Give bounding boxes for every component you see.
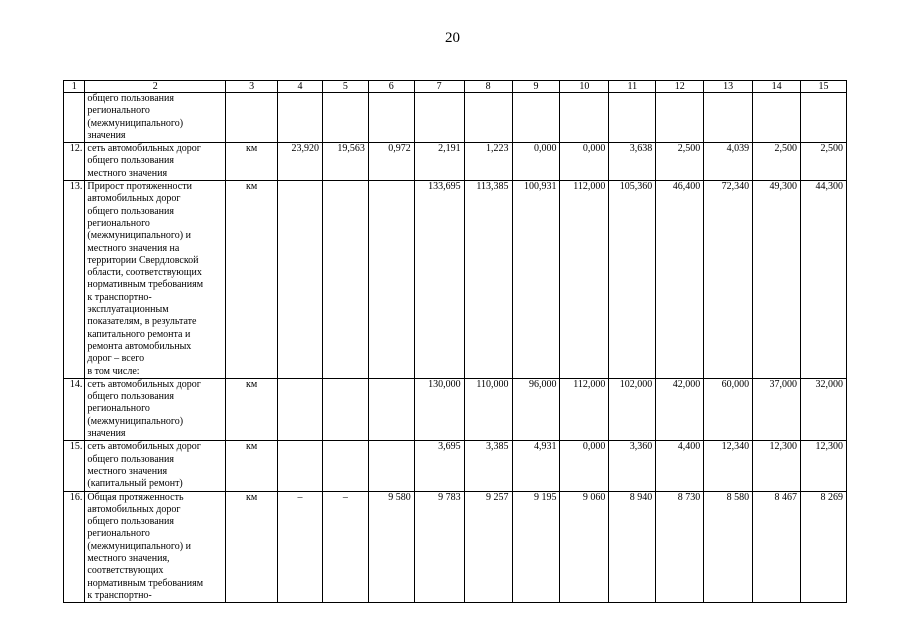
value-cell: 3,695 bbox=[414, 441, 464, 491]
value-cell bbox=[753, 93, 801, 143]
column-header: 8 bbox=[464, 81, 512, 93]
value-cell: 9 060 bbox=[560, 491, 609, 603]
value-cell bbox=[414, 93, 464, 143]
row-indicator-name: сеть автомобильных дорог общего пользования местного значения bbox=[85, 143, 226, 181]
value-cell: 112,000 bbox=[560, 181, 609, 379]
row-unit: км bbox=[226, 491, 278, 603]
row-index bbox=[64, 93, 85, 143]
value-cell: 4,931 bbox=[512, 441, 560, 491]
value-cell bbox=[368, 441, 414, 491]
indicator-table bbox=[63, 80, 847, 603]
table-row bbox=[64, 378, 847, 440]
row-unit: км bbox=[226, 441, 278, 491]
value-cell: 1,223 bbox=[464, 143, 512, 181]
value-cell: 133,695 bbox=[414, 181, 464, 379]
value-cell: 0,000 bbox=[560, 441, 609, 491]
column-header: 14 bbox=[753, 81, 801, 93]
value-cell: 8 940 bbox=[609, 491, 656, 603]
value-cell: 8 580 bbox=[704, 491, 753, 603]
row-indicator-name: Общая протяженность автомобильных дорог общего пользования регионального (межмуниципального) и местного значения, соответствующих нормативным требованиям к транспортно- bbox=[85, 491, 226, 603]
column-header: 11 bbox=[609, 81, 656, 93]
value-cell: 12,340 bbox=[704, 441, 753, 491]
value-cell: 4,400 bbox=[656, 441, 704, 491]
value-cell: 96,000 bbox=[512, 378, 560, 440]
value-cell: 32,000 bbox=[801, 378, 847, 440]
value-cell: 110,000 bbox=[464, 378, 512, 440]
value-cell: – bbox=[322, 491, 368, 603]
row-unit bbox=[226, 93, 278, 143]
column-header: 4 bbox=[278, 81, 323, 93]
value-cell: 9 257 bbox=[464, 491, 512, 603]
value-cell bbox=[278, 93, 323, 143]
value-cell: 102,000 bbox=[609, 378, 656, 440]
value-cell: 113,385 bbox=[464, 181, 512, 379]
value-cell: 42,000 bbox=[656, 378, 704, 440]
value-cell: 4,039 bbox=[704, 143, 753, 181]
value-cell bbox=[368, 181, 414, 379]
value-cell bbox=[322, 181, 368, 379]
value-cell bbox=[801, 93, 847, 143]
row-indicator-name: Прирост протяженности автомобильных дорог общего пользования регионального (межмуниципального) и местного значения на территории Свердловской области, соответствующих нормативным требованиям к транспортно- эксплуатационным показателям, в результате капитального ремонта и ремонта автомобильных дорог – всего в том числе: bbox=[85, 181, 226, 379]
column-header: 5 bbox=[322, 81, 368, 93]
row-index: 13. bbox=[64, 181, 85, 379]
row-unit: км bbox=[226, 143, 278, 181]
table-header-row bbox=[64, 81, 847, 93]
row-indicator-name: сеть автомобильных дорог общего пользования регионального (межмуниципального) значения bbox=[85, 378, 226, 440]
column-header: 1 bbox=[64, 81, 85, 93]
column-header: 7 bbox=[414, 81, 464, 93]
column-header: 13 bbox=[704, 81, 753, 93]
value-cell bbox=[368, 378, 414, 440]
value-cell: 8 269 bbox=[801, 491, 847, 603]
column-header: 12 bbox=[656, 81, 704, 93]
value-cell: 112,000 bbox=[560, 378, 609, 440]
value-cell bbox=[704, 93, 753, 143]
row-unit: км bbox=[226, 181, 278, 379]
row-unit: км bbox=[226, 378, 278, 440]
value-cell bbox=[560, 93, 609, 143]
value-cell: 37,000 bbox=[753, 378, 801, 440]
indicator-table-wrapper bbox=[63, 80, 847, 640]
value-cell: 0,000 bbox=[560, 143, 609, 181]
value-cell bbox=[278, 441, 323, 491]
value-cell bbox=[322, 378, 368, 440]
value-cell: 8 730 bbox=[656, 491, 704, 603]
value-cell: 44,300 bbox=[801, 181, 847, 379]
value-cell bbox=[609, 93, 656, 143]
value-cell: 0,972 bbox=[368, 143, 414, 181]
table-row bbox=[64, 181, 847, 379]
value-cell: 3,360 bbox=[609, 441, 656, 491]
value-cell: 100,931 bbox=[512, 181, 560, 379]
value-cell bbox=[512, 93, 560, 143]
value-cell: 72,340 bbox=[704, 181, 753, 379]
value-cell bbox=[368, 93, 414, 143]
value-cell: 3,638 bbox=[609, 143, 656, 181]
value-cell: 3,385 bbox=[464, 441, 512, 491]
value-cell bbox=[322, 93, 368, 143]
value-cell: 49,300 bbox=[753, 181, 801, 379]
value-cell: 12,300 bbox=[801, 441, 847, 491]
value-cell: 8 467 bbox=[753, 491, 801, 603]
value-cell: 46,400 bbox=[656, 181, 704, 379]
column-header: 9 bbox=[512, 81, 560, 93]
column-header: 2 bbox=[85, 81, 226, 93]
value-cell: 2,500 bbox=[753, 143, 801, 181]
value-cell: 60,000 bbox=[704, 378, 753, 440]
value-cell: – bbox=[278, 491, 323, 603]
value-cell: 0,000 bbox=[512, 143, 560, 181]
table-row bbox=[64, 441, 847, 491]
value-cell: 2,500 bbox=[801, 143, 847, 181]
value-cell bbox=[322, 441, 368, 491]
row-indicator-name: сеть автомобильных дорог общего пользования местного значения (капитальный ремонт) bbox=[85, 441, 226, 491]
row-indicator-name: общего пользования регионального (межмуниципального) значения bbox=[85, 93, 226, 143]
value-cell: 2,500 bbox=[656, 143, 704, 181]
table-row bbox=[64, 93, 847, 143]
value-cell: 9 580 bbox=[368, 491, 414, 603]
column-header: 15 bbox=[801, 81, 847, 93]
value-cell: 19,563 bbox=[322, 143, 368, 181]
row-index: 16. bbox=[64, 491, 85, 603]
value-cell bbox=[656, 93, 704, 143]
value-cell bbox=[278, 378, 323, 440]
value-cell: 12,300 bbox=[753, 441, 801, 491]
value-cell: 105,360 bbox=[609, 181, 656, 379]
row-index: 15. bbox=[64, 441, 85, 491]
table-row bbox=[64, 143, 847, 181]
table-row bbox=[64, 491, 847, 603]
value-cell: 2,191 bbox=[414, 143, 464, 181]
page-number: 20 bbox=[445, 30, 460, 46]
value-cell: 130,000 bbox=[414, 378, 464, 440]
value-cell bbox=[464, 93, 512, 143]
row-index: 12. bbox=[64, 143, 85, 181]
column-header: 3 bbox=[226, 81, 278, 93]
column-header: 10 bbox=[560, 81, 609, 93]
column-header: 6 bbox=[368, 81, 414, 93]
row-index: 14. bbox=[64, 378, 85, 440]
value-cell: 9 195 bbox=[512, 491, 560, 603]
value-cell: 23,920 bbox=[278, 143, 323, 181]
value-cell bbox=[278, 181, 323, 379]
value-cell: 9 783 bbox=[414, 491, 464, 603]
